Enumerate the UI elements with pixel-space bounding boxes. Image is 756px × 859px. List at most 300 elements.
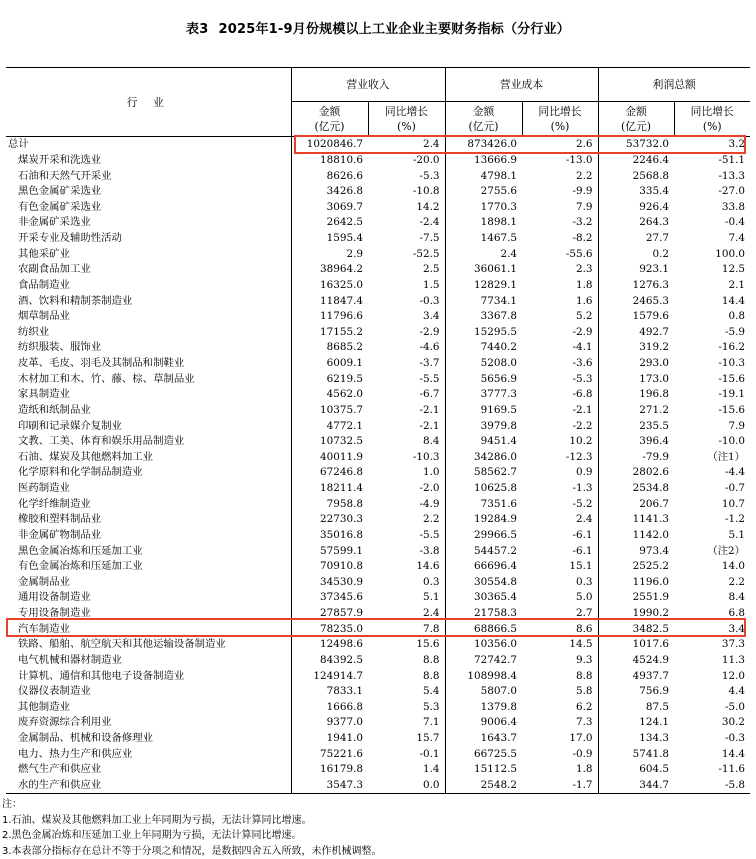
cell-cost: 2548.2 [445,778,522,794]
cell-profit-g: 37.3 [674,637,750,653]
cell-cost-g: -8.2 [522,231,598,247]
cell-profit: 926.4 [598,200,674,216]
cell-profit: 2551.9 [598,590,674,606]
industry-name: 电气机械和器材制造业 [6,653,291,669]
table-row [6,637,750,653]
cell-rev-g: 2.5 [368,262,445,278]
cell-rev-g: -7.5 [368,231,445,247]
cell-rev: 1595.4 [291,231,368,247]
table-row [6,606,750,622]
table-row [6,418,750,434]
note-3: 3.本表部分指标存在总计不等于分项之和情况，是数据四舍五入所致，未作机械调整。 [2,844,382,859]
cell-profit-g: 8.4 [674,590,750,606]
cell-rev: 9377.0 [291,715,368,731]
cell-profit: 2802.6 [598,465,674,481]
cell-cost: 9169.5 [445,403,522,419]
cell-profit: 2534.8 [598,481,674,497]
cell-rev: 3069.7 [291,200,368,216]
cell-rev: 1666.8 [291,700,368,716]
cell-profit: 492.7 [598,325,674,341]
amount-subheader: 金额 (亿元) [598,102,674,137]
industry-name: 汽车制造业 [6,621,291,637]
cell-profit-g: 0.8 [674,309,750,325]
cell-rev: 4772.1 [291,418,368,434]
industry-name: 酒、饮料和精制茶制造业 [6,293,291,309]
cell-profit: 2246.4 [598,153,674,169]
cell-rev: 12498.6 [291,637,368,653]
industry-name: 医药制造业 [6,481,291,497]
cell-cost: 30554.8 [445,575,522,591]
industry-name: 有色金属冶炼和压延加工业 [6,559,291,575]
cell-cost-g: -5.2 [522,496,598,512]
cell-profit: 2465.3 [598,293,674,309]
cell-profit-g: 6.8 [674,606,750,622]
table-row [6,700,750,716]
cell-rev-g: -3.7 [368,356,445,372]
industry-name: 农副食品加工业 [6,262,291,278]
cell-profit-g: 30.2 [674,715,750,731]
amount-subheader: 金额 (亿元) [445,102,522,137]
cell-rev: 18810.6 [291,153,368,169]
cell-cost: 7734.1 [445,293,522,309]
industry-name: 水的生产和供应业 [6,778,291,794]
cell-cost-g: -1.7 [522,778,598,794]
cell-cost: 2755.6 [445,184,522,200]
cell-cost-g: 14.5 [522,637,598,653]
cell-profit: 271.2 [598,403,674,419]
table-row [6,231,750,247]
cell-rev-g: 5.1 [368,590,445,606]
cell-cost-g: 8.6 [522,621,598,637]
industry-name: 家具制造业 [6,387,291,403]
cell-cost-g: 0.3 [522,575,598,591]
cell-profit-g: 10.7 [674,496,750,512]
cell-profit-g: 3.2 [674,137,750,153]
cell-cost: 5656.9 [445,371,522,387]
cell-rev: 37345.6 [291,590,368,606]
cell-cost-g: -9.9 [522,184,598,200]
table-row [6,465,750,481]
cell-rev-g: -2.9 [368,325,445,341]
table-row [6,575,750,591]
table-row [6,215,750,231]
cell-profit: 335.4 [598,184,674,200]
cell-profit: 756.9 [598,684,674,700]
cell-profit-g: -0.3 [674,731,750,747]
industry-name: 纺织服装、服饰业 [6,340,291,356]
cell-rev: 2642.5 [291,215,368,231]
cell-cost-g: 2.6 [522,137,598,153]
cell-rev-g: 5.3 [368,700,445,716]
cell-cost: 1379.8 [445,700,522,716]
note-1: 1.石油、煤炭及其他燃料加工业上年同期为亏损，无法计算同比增速。 [2,813,382,829]
cell-profit: 319.2 [598,340,674,356]
growth-subheader: 同比增长 (%) [522,102,598,137]
cell-cost: 3367.8 [445,309,522,325]
cell-profit: 53732.0 [598,137,674,153]
cell-rev-g: 1.0 [368,465,445,481]
table-row [6,278,750,294]
cell-profit-g: 4.4 [674,684,750,700]
cell-rev: 78235.0 [291,621,368,637]
industry-name: 食品制造业 [6,278,291,294]
cell-cost-g: 1.6 [522,293,598,309]
cell-profit-g: -15.6 [674,403,750,419]
cell-cost-g: -2.2 [522,418,598,434]
table-row [6,481,750,497]
cell-profit: 1142.0 [598,528,674,544]
cell-rev-g: 1.5 [368,278,445,294]
cell-rev-g: 0.0 [368,778,445,794]
cell-cost-g: 7.9 [522,200,598,216]
growth-subheader: 同比增长 (%) [368,102,445,137]
cell-rev: 34530.9 [291,575,368,591]
industry-name: 其他制造业 [6,700,291,716]
cell-rev-g: -5.5 [368,371,445,387]
growth-subheader: 同比增长 (%) [674,102,750,137]
table-row [6,746,750,762]
cell-rev: 4562.0 [291,387,368,403]
cell-rev-g: 15.6 [368,637,445,653]
industry-name: 石油和天然气开采业 [6,168,291,184]
cell-profit: 396.4 [598,434,674,450]
cell-cost: 9451.4 [445,434,522,450]
cell-profit-g: 14.4 [674,746,750,762]
cell-rev: 7958.8 [291,496,368,512]
cell-profit-g: 3.4 [674,621,750,637]
table-row [6,684,750,700]
industry-name: 计算机、通信和其他电子设备制造业 [6,668,291,684]
cell-profit: 264.3 [598,215,674,231]
cell-rev-g: 5.4 [368,684,445,700]
cell-cost-g: -1.3 [522,481,598,497]
cell-cost: 3777.3 [445,387,522,403]
cell-rev-g: -4.9 [368,496,445,512]
cell-profit-g: -11.6 [674,762,750,778]
cell-cost: 66696.4 [445,559,522,575]
cell-cost: 1643.7 [445,731,522,747]
cell-cost: 1467.5 [445,231,522,247]
cell-rev-g: -5.3 [368,168,445,184]
table-row [6,356,750,372]
cell-cost: 21758.3 [445,606,522,622]
cell-profit-g: 5.1 [674,528,750,544]
cell-profit: 1196.0 [598,575,674,591]
cell-profit: 124.1 [598,715,674,731]
cell-cost-g: 0.9 [522,465,598,481]
cell-profit-g: -0.4 [674,215,750,231]
industry-name: 印刷和记录媒介复制业 [6,418,291,434]
cell-profit: 235.5 [598,418,674,434]
cell-rev: 16325.0 [291,278,368,294]
industry-name: 金属制品、机械和设备修理业 [6,731,291,747]
cell-rev-g: 1.4 [368,762,445,778]
cell-cost: 30365.4 [445,590,522,606]
table-row [6,450,750,466]
table-row [6,731,750,747]
cell-rev: 27857.9 [291,606,368,622]
cell-cost-g: 1.8 [522,278,598,294]
cell-cost-g: -2.1 [522,403,598,419]
notes-heading: 注： [2,797,382,813]
cell-cost: 9006.4 [445,715,522,731]
table-row [6,246,750,262]
cell-cost-g: -2.9 [522,325,598,341]
table-row [6,340,750,356]
industry-name: 电力、热力生产和供应业 [6,746,291,762]
cell-cost: 58562.7 [445,465,522,481]
table-row [6,559,750,575]
cell-profit: 973.4 [598,543,674,559]
table-row [6,778,750,794]
table-number: 表3 [186,22,208,37]
cell-cost: 54457.2 [445,543,522,559]
table-row [6,200,750,216]
cell-profit-g: 2.2 [674,575,750,591]
cell-profit-g: -10.3 [674,356,750,372]
cell-cost-g: 2.7 [522,606,598,622]
cell-rev-g: -0.1 [368,746,445,762]
cell-profit-g: -5.8 [674,778,750,794]
cell-profit: 1276.3 [598,278,674,294]
industry-name: 纺织业 [6,325,291,341]
cell-profit-g: -5.0 [674,700,750,716]
industry-name: 化学纤维制造业 [6,496,291,512]
cell-cost: 10625.8 [445,481,522,497]
cell-rev: 2.9 [291,246,368,262]
cell-rev: 57599.1 [291,543,368,559]
cell-cost: 12829.1 [445,278,522,294]
footnotes [2,797,382,859]
cell-cost-g: -4.1 [522,340,598,356]
cell-profit-g: 7.9 [674,418,750,434]
cell-cost-g: 5.2 [522,309,598,325]
cell-rev-g: -20.0 [368,153,445,169]
cell-rev-g: -10.8 [368,184,445,200]
cell-profit: 0.2 [598,246,674,262]
cell-rev-g: 14.2 [368,200,445,216]
industry-name: 金属制品业 [6,575,291,591]
cell-rev-g: 7.8 [368,621,445,637]
cell-rev-g: 7.1 [368,715,445,731]
cell-rev: 6219.5 [291,371,368,387]
industry-name: 通用设备制造业 [6,590,291,606]
cell-profit: 2568.8 [598,168,674,184]
cell-profit: 4524.9 [598,653,674,669]
cell-cost-g: 15.1 [522,559,598,575]
cell-rev: 18211.4 [291,481,368,497]
cell-cost: 68866.5 [445,621,522,637]
industry-name: 总计 [6,137,291,153]
cell-cost-g: -55.6 [522,246,598,262]
cell-rev-g: -2.0 [368,481,445,497]
cell-profit-g: 7.4 [674,231,750,247]
cell-profit: 1990.2 [598,606,674,622]
cell-profit: 1017.6 [598,637,674,653]
cell-cost-g: 2.4 [522,512,598,528]
table-title-text: 2025年1-9月份规模以上工业企业主要财务指标（分行业） [218,22,569,37]
cell-cost-g: 6.2 [522,700,598,716]
cell-profit: 604.5 [598,762,674,778]
industry-name: 黑色金属矿采选业 [6,184,291,200]
cell-cost: 5208.0 [445,356,522,372]
cell-profit-g: -19.1 [674,387,750,403]
table-row [6,762,750,778]
industry-name: 其他采矿业 [6,246,291,262]
cell-profit: 196.8 [598,387,674,403]
industry-name: 开采专业及辅助性活动 [6,231,291,247]
table-row [6,434,750,450]
cell-cost: 36061.1 [445,262,522,278]
cell-rev: 10375.7 [291,403,368,419]
cell-rev: 11796.6 [291,309,368,325]
cell-cost: 3979.8 [445,418,522,434]
cell-profit-g: -0.7 [674,481,750,497]
cell-cost-g: 1.8 [522,762,598,778]
cell-cost-g: 5.8 [522,684,598,700]
table-row [6,387,750,403]
industry-name: 非金属矿采选业 [6,215,291,231]
cell-rev: 40011.9 [291,450,368,466]
cell-cost: 1770.3 [445,200,522,216]
table-row [6,543,750,559]
cell-rev-g: 8.4 [368,434,445,450]
cell-profit-g: 100.0 [674,246,750,262]
cell-profit-g: （注1） [674,450,750,466]
profit-header: 利润总额 [598,68,750,102]
cell-profit: 1141.3 [598,512,674,528]
cell-cost-g: 2.3 [522,262,598,278]
cell-rev: 70910.8 [291,559,368,575]
cell-profit-g: -13.3 [674,168,750,184]
table-row [6,371,750,387]
table-row [6,668,750,684]
cell-rev-g: -10.3 [368,450,445,466]
cell-profit-g: 14.0 [674,559,750,575]
cell-profit-g: 2.1 [674,278,750,294]
cell-cost: 4798.1 [445,168,522,184]
cell-rev-g: 8.8 [368,668,445,684]
cell-cost: 10356.0 [445,637,522,653]
cell-rev-g: 14.6 [368,559,445,575]
cell-cost: 72742.7 [445,653,522,669]
cell-rev: 11847.4 [291,293,368,309]
cell-rev: 35016.8 [291,528,368,544]
cell-rev-g: -5.5 [368,528,445,544]
cell-rev: 17155.2 [291,325,368,341]
cell-cost-g: 5.0 [522,590,598,606]
cell-cost: 34286.0 [445,450,522,466]
industry-name: 废弃资源综合利用业 [6,715,291,731]
industry-name: 石油、煤炭及其他燃料加工业 [6,450,291,466]
financial-indicators-table [6,67,750,794]
cell-cost-g: 2.2 [522,168,598,184]
table-row [6,512,750,528]
cell-rev-g: 2.4 [368,137,445,153]
cell-profit-g: 33.8 [674,200,750,216]
industry-name: 造纸和纸制品业 [6,403,291,419]
cell-rev-g: -0.3 [368,293,445,309]
cell-rev: 1020846.7 [291,137,368,153]
cell-cost-g: 17.0 [522,731,598,747]
industry-name: 木材加工和木、竹、藤、棕、草制品业 [6,371,291,387]
cell-rev: 22730.3 [291,512,368,528]
cell-profit: 206.7 [598,496,674,512]
cell-profit-g: -27.0 [674,184,750,200]
cell-rev-g: -6.7 [368,387,445,403]
table-row [6,184,750,200]
revenue-header: 营业收入 [291,68,445,102]
cell-profit-g: -5.9 [674,325,750,341]
cell-cost: 19284.9 [445,512,522,528]
industry-name: 铁路、船舶、航空航天和其他运输设备制造业 [6,637,291,653]
cell-cost: 7351.6 [445,496,522,512]
cell-cost-g: -0.9 [522,746,598,762]
cell-profit: 344.7 [598,778,674,794]
cell-rev-g: -3.8 [368,543,445,559]
cell-rev: 6009.1 [291,356,368,372]
cell-rev-g: -2.4 [368,215,445,231]
table-title [0,18,756,37]
industry-name: 专用设备制造业 [6,606,291,622]
cell-profit: 1579.6 [598,309,674,325]
cell-cost-g: 8.8 [522,668,598,684]
table-row [6,715,750,731]
cell-cost: 108998.4 [445,668,522,684]
table-row [6,309,750,325]
table-row [6,153,750,169]
cell-rev-g: 8.8 [368,653,445,669]
cell-rev-g: -52.5 [368,246,445,262]
cell-rev-g: 2.2 [368,512,445,528]
cell-cost-g: -3.6 [522,356,598,372]
cell-profit: 5741.8 [598,746,674,762]
cell-rev: 1941.0 [291,731,368,747]
table-row [6,590,750,606]
table-row [6,528,750,544]
cell-profit-g: -51.1 [674,153,750,169]
cell-profit: 2525.2 [598,559,674,575]
table-row [6,168,750,184]
cell-profit-g: -1.2 [674,512,750,528]
cell-profit-g: 12.0 [674,668,750,684]
cell-rev-g: 0.3 [368,575,445,591]
table-row [6,653,750,669]
cell-cost-g: -6.1 [522,528,598,544]
industry-header: 行 业 [6,68,291,137]
note-2: 2.黑色金属冶炼和压延加工业上年同期为亏损，无法计算同比增速。 [2,828,382,844]
table-row [6,293,750,309]
amount-subheader: 金额 (亿元) [291,102,368,137]
cell-profit: 27.7 [598,231,674,247]
cell-profit-g: -15.6 [674,371,750,387]
cell-rev-g: -2.1 [368,418,445,434]
industry-name: 烟草制品业 [6,309,291,325]
cell-profit-g: -16.2 [674,340,750,356]
cell-rev: 10732.5 [291,434,368,450]
industry-name: 非金属矿物制品业 [6,528,291,544]
table-body [6,137,750,794]
cell-rev-g: -2.1 [368,403,445,419]
cell-cost: 15295.5 [445,325,522,341]
industry-name: 黑色金属冶炼和压延加工业 [6,543,291,559]
cell-profit-g: 12.5 [674,262,750,278]
industry-name: 煤炭开采和洗选业 [6,153,291,169]
cell-rev: 8685.2 [291,340,368,356]
cell-cost: 7440.2 [445,340,522,356]
cell-cost: 66725.5 [445,746,522,762]
industry-name: 皮革、毛皮、羽毛及其制品和制鞋业 [6,356,291,372]
